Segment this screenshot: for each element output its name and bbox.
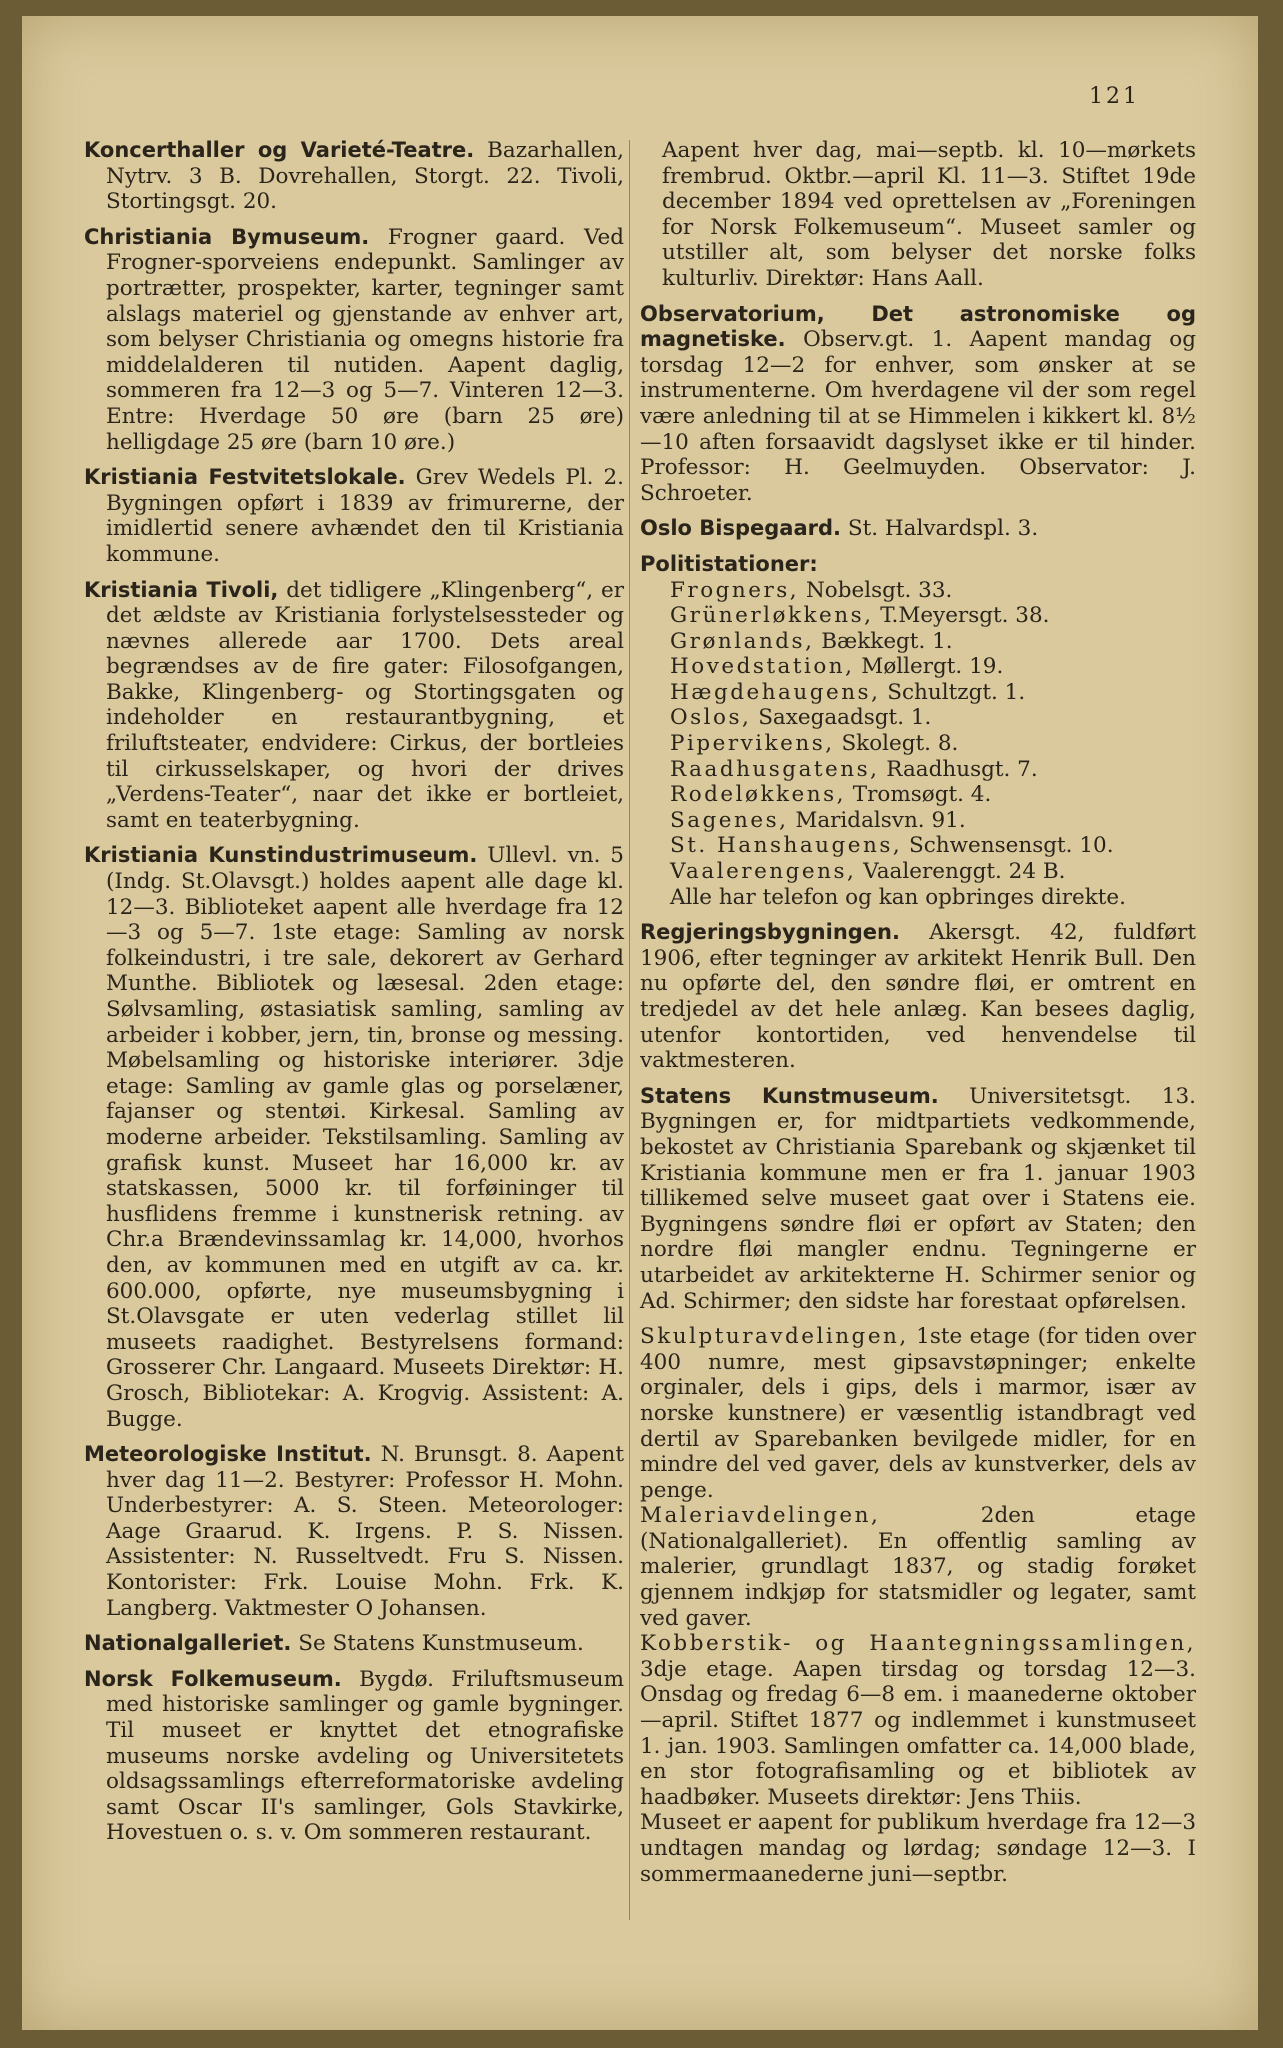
column-divider: [629, 140, 630, 1920]
book-page: [22, 16, 1258, 2030]
entry-heading: Kristiania Kunstindustrimuseum.: [84, 843, 478, 868]
entry-text: Se Statens Kunstmuseum.: [291, 1631, 584, 1657]
list-item: Vaalerengens, Vaalerenggt. 24 B.: [670, 859, 1066, 885]
entry-text: Universitetsgt. 13. Bygningen er, for midtpartiets vedkommende, bekostet av Christiania Sparebank og skjænket til Kristiania kommune men er fra 1. januar 1903 tillikemed selve museet gaat over i Statens eie. Bygningens søndre fløi er opført av Staten; den nordre fløi mangler endnu. Tegningerne er utarbeidet av arkitekterne H. Schirmer senior og Ad. Schirmer; den sidste har forestaat opførelsen.: [640, 1083, 1196, 1314]
entry-kunstmuseum: [640, 1084, 1196, 1314]
entry-festvitetslokale: [84, 465, 624, 567]
entry-observatorium: [640, 302, 1196, 507]
entry-text: Ullevl. vn. 5 (Indg. St.Olavsgt.) holdes aapent alle dage kl. 12—3. Biblioteket aapent alle hverdage fra 12—3 og 5—7. 1ste etage: Samling av norsk folkeindustri, i tre sale, dekorert av Gerhard Munthe. Bibliotek og læsesal. 2den etage: Sølvsamling, østasiatisk samling, samling av arbeider i kobber, jern, tin, bronse og messing. Møbelsamling og historiske interiører. 3dje etage: Samling av gamle glas og porselæner, fajanser og stentøi. Kirkesal. Samling av moderne arbeider. Tekstilsamling. Samling av grafisk kunst. Museet har 16,000 kr. av statskassen, 5000 kr. til forføininger til husflidens fremme i kunstnerisk retning. av Chr.a Brændevinssamlag kr. 14,000, hvorhos den, av kommunen med en utgift av ca. kr. 600.000, opførte, nye museumsbygning i St.Olavsgate er uten vederlag stillet lil museets raadighet. Bestyrelsens formand: Grosserer Chr. Langaard. Museets Direktør: H. Grosch, Bibliotekar: A. Krogvig. Assistent: A. Bugge.: [106, 843, 624, 1432]
entry-heading: Nationalgalleriet.: [84, 1631, 292, 1656]
entry-text: N. Brunsgt. 8. Aapent hver dag 11—2. Bestyrer: Professor H. Mohn. Underbestyrer: A. S. Steen. Meteorologer: Aage Graarud. K. Irgens. P. S. Nissen. Assistenter: N. Russeltvedt. Fru S. Nissen. Kontorister: Frk. Louise Mohn. Frk. K. Langberg. Vaktmester O Johansen.: [106, 1442, 625, 1621]
list-item: Frogners, Nobelsgt. 33.: [670, 577, 953, 603]
stations-note: Alle har telefon og kan opbringes direkte.: [670, 884, 1126, 910]
maleri-section: Maleriavdelingen, 2den etage (Nationalgalleriet). En offentlig samling av malerier, grundlagt 1837, og stadig forøket gjennem indkjøp for statsmidler og legater, samt ved gaver.: [640, 1503, 1196, 1631]
page-number: 121: [1089, 84, 1140, 109]
entry-heading: Koncerthaller og Varieté-Teatre.: [84, 138, 475, 162]
entry-heading: Kristiania Festvitetslokale.: [84, 465, 406, 490]
closing-text: Museet er aapent for publikum hverdage fra 12—3 undtagen mandag og lørdag; søndage 12—3. I sommermaanederne juni—septbr.: [640, 1810, 1196, 1887]
list-item: Grünerløkkens, T.Meyersgt. 38.: [670, 603, 1050, 629]
list-item: Sagenes, Maridalsvn. 91.: [670, 807, 966, 833]
left-column: [84, 138, 624, 1856]
entry-text: St. Halvardspl. 3.: [841, 516, 1039, 542]
list-item: Pipervikens, Skolegt. 8.: [670, 731, 959, 757]
entry-nationalgalleriet: [84, 1631, 624, 1657]
entry-meteorologiske: [84, 1442, 624, 1621]
list-item: St. Hanshaugens, Schwensensgt. 10.: [670, 833, 1114, 859]
list-item: Hægdehaugens, Schultzgt. 1.: [670, 679, 1026, 705]
right-column: [640, 138, 1196, 1887]
entry-heading: Meteorologiske Institut.: [84, 1442, 372, 1467]
entry-text: Grev Wedels Pl. 2. Bygningen opført i 1839 av frimurerne, der imidlertid senere avhændet den til Kristiania kommune.: [106, 465, 624, 567]
entry-text: Bazarhallen, Nytrv. 3 B. Dovrehallen, Storgt. 22. Tivoli, Stortingsgt. 20.: [106, 138, 624, 215]
entry-text: Frogner gaard. Ved Frogner-sporveiens endepunkt. Samlinger av portrætter, prospekter, karter, tegninger samt alslags materiel og gjenstande av enhver art, som belyser Christiania og omegns historie fra middelalderen til nutiden. Aapent daglig, sommeren fra 12—3 og 5—7. Vinteren 12—3. Entre: Hverdage 50 øre (barn 25 øre) helligdage 25 øre (barn 10 øre.): [106, 224, 624, 455]
entry-regjeringsbygningen: [640, 920, 1196, 1074]
entry-heading: Kristiania Tivoli,: [84, 577, 279, 602]
entry-bispegaard: [640, 516, 1196, 542]
entry-koncerthaller: [84, 138, 624, 215]
entry-text: Observ.gt. 1. Aapent mandag og torsdag 12—2 for enhver, som ønsker at se instrumenterne. Om hverdagene vil der som regel være anledning til at se Himmelen i kikkert kl. 8½—10 aften forsaavidt dagslyset ikke er til hinder. Professor: H. Geelmuyden. Observator: J. Schroeter.: [640, 327, 1196, 506]
list-item: Rodeløkkens, Tromsøgt. 4.: [670, 782, 992, 808]
entry-heading: Regjeringsbygningen.: [640, 920, 900, 945]
list-item: Raadhusgatens, Raadhusgt. 7.: [670, 756, 1038, 782]
folkemuseum-continuation: Aapent hver dag, mai—septb. kl. 10—mørkets frembrud. Oktbr.—april Kl. 11—3. Stiftet 19de december 1894 ved oprettelsen av „Foreningen for Norsk Folkemuseum“. Museet samler og utstiller alt, som belyser det norske folks kulturliv. Direktør: Hans Aall.: [662, 138, 1196, 291]
entry-heading: Christiania Bymuseum.: [84, 224, 370, 249]
skulptur-section: Skulpturavdelingen, 1ste etage (for tiden over 400 numre, mest gipsavstøpninger; enkelte orginaler, dels i gips, dels i marmor, især av norske kunstnere) er væsentlig istandbragt ved dertil av Sparebanken bevilgede midler, for en mindre del ved gaver, dels av kunstverker, dels av penge.: [640, 1324, 1196, 1503]
kobber-section: Kobberstik- og Haantegningssamlingen, 3dje etage. Aapen tirsdag og torsdag 12—3. Onsdag og fredag 6—8 em. i maanederne oktober—april. Stiftet 1877 og indlemmet i kunstmuseet 1. jan. 1903. Samlingen omfatter ca. 14,000 blade, en stor fotografisamling og et bibliotek av haadbøker. Museets direktør: Jens Thiis.: [640, 1631, 1196, 1810]
entry-heading: Observatorium, Det astronomiske og magnetiske.: [640, 301, 1196, 352]
politistationer-heading: Politistationer:: [640, 551, 818, 576]
entry-kunstindustrimuseum: [84, 843, 624, 1432]
entry-heading: Oslo Bispegaard.: [640, 516, 842, 541]
list-item: Hovedstation, Møllergt. 19.: [670, 654, 1004, 680]
list-item: Oslos, Saxegaadsgt. 1.: [670, 705, 932, 731]
station-list: [640, 578, 1196, 911]
entry-folkemuseum: [84, 1667, 624, 1846]
entry-tivoli: [84, 578, 624, 834]
entry-heading: Norsk Folkemuseum.: [84, 1666, 342, 1691]
entry-text: Akersgt. 42, fuldført 1906, efter tegninger av arkitekt Henrik Bull. Den nu opførte del, den søndre fløi, er omtrent en tredjedel av det hele anlæg. Kan besees daglig, utenfor kontortiden, ved henvendelse til vaktmesteren.: [640, 920, 1196, 1074]
entry-text: det tidligere „Klingenberg“, er det ældste av Kristiania forlystelsessteder og nævnes allerede aar 1700. Dets areal begrændses av de fire gater: Filosofgangen, Bakke, Klingenberg- og Stortingsgaten og indeholder en restaurantbygning, et friluftsteater, endvidere: Cirkus, der bortleies til cirkusselskaper, og hvori der drives „Verdens-Teater“, naar det ikke er bortleiet, samt en teaterbygning.: [106, 577, 624, 833]
list-item: Grønlands, Bækkegt. 1.: [670, 628, 953, 654]
entry-bymuseum: [84, 225, 624, 455]
entry-text: Bygdø. Friluftsmuseum med historiske samlinger og gamle bygninger. Til museet er knyttet det etnografiske museums norske avdeling og Universitetets oldsagssamlings efterreformatoriske avdeling samt Oscar II's samlinger, Gols Stavkirke, Hovestuen o. s. v. Om sommeren restaurant.: [106, 1666, 624, 1846]
entry-heading: Statens Kunstmuseum.: [640, 1083, 939, 1108]
